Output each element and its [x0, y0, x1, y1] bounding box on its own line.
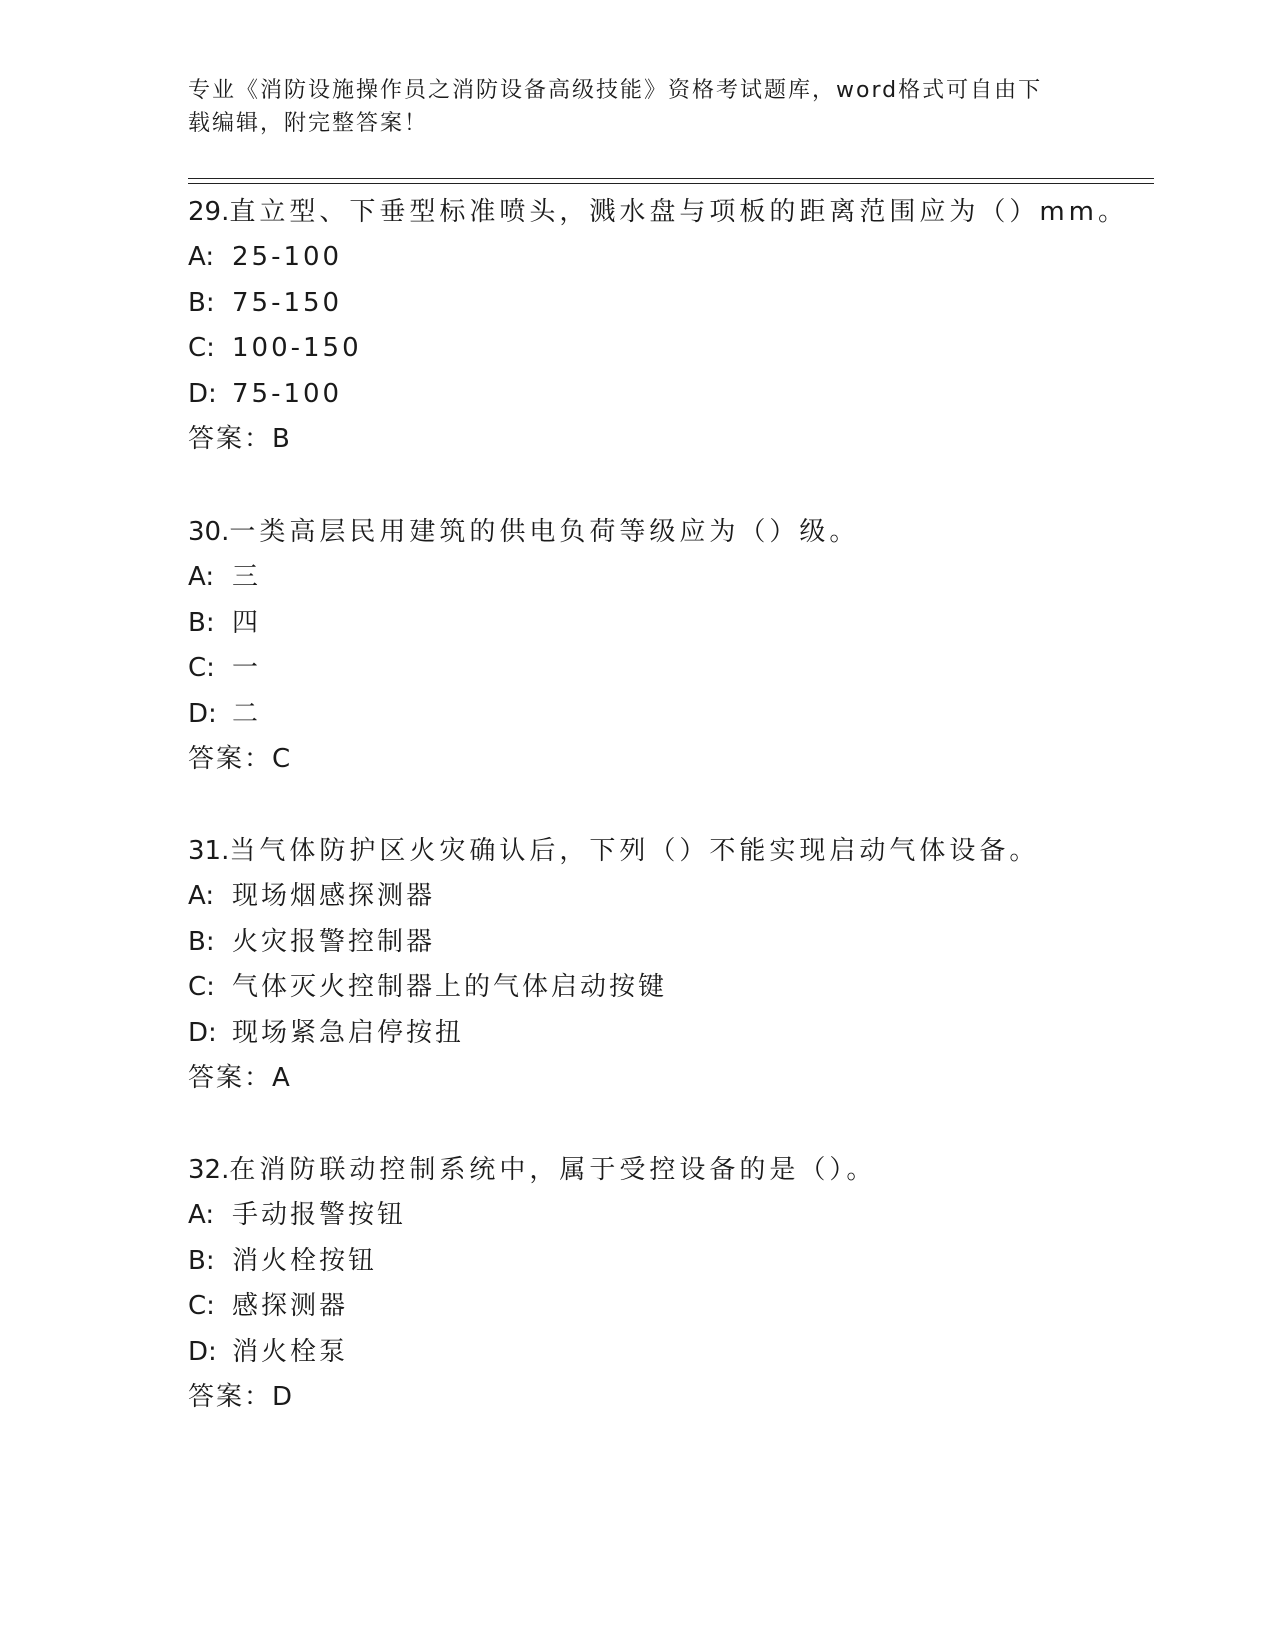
option-text: 现场烟感探测器 [232, 881, 436, 911]
answer-line: 答案：D [188, 1382, 295, 1412]
option-text: 100-150 [232, 333, 362, 363]
option-key: A: [188, 562, 215, 592]
option-key: D: [188, 1017, 217, 1048]
option-text: 75-100 [232, 378, 343, 409]
option-text: 气体灭火控制器上的气体启动按键 [232, 972, 668, 1002]
question-stem [188, 510, 1148, 555]
option-c [188, 1284, 1148, 1330]
question-30 [188, 510, 1148, 782]
question-number: 29. [188, 197, 230, 227]
header-divider-top [188, 178, 1154, 179]
option-text: 现场紧急启停按扭 [232, 1017, 465, 1048]
option-key: D: [188, 698, 217, 729]
option-d [188, 692, 1148, 738]
question-text: 在消防联动控制系统中，属于受控设备的是（）。 [229, 1155, 877, 1185]
option-key: A: [188, 1200, 215, 1230]
option-key: A: [188, 242, 215, 272]
option-d [188, 1011, 1148, 1057]
answer-line: 答案：C [188, 744, 293, 774]
header-divider-bottom [188, 183, 1154, 184]
option-a [188, 555, 1148, 601]
option-key: B: [188, 1245, 215, 1276]
option-text: 一 [232, 653, 262, 683]
option-key: C: [188, 653, 215, 683]
option-b [188, 1239, 1148, 1285]
option-c [188, 326, 1148, 372]
question-29 [188, 190, 1148, 462]
option-key: B: [188, 926, 215, 957]
option-key: C: [188, 1291, 215, 1321]
option-text: 25-100 [232, 242, 343, 272]
option-b [188, 601, 1148, 647]
option-key: B: [188, 287, 215, 318]
option-c [188, 646, 1148, 692]
question-number: 30. [188, 517, 230, 547]
answer-line: 答案：A [188, 1063, 292, 1093]
header-line-1: 专业《消防设施操作员之消防设备高级技能》资格考试题库，word格式可自由下 [188, 78, 1043, 103]
option-text: 消火栓按钮 [232, 1245, 378, 1276]
option-text: 二 [232, 698, 262, 729]
option-b [188, 920, 1148, 966]
option-key: D: [188, 1336, 217, 1367]
option-text: 手动报警按钮 [232, 1200, 407, 1230]
option-text: 火灾报警控制器 [232, 926, 436, 957]
header-line-2: 载编辑，附完整答案！ [188, 111, 429, 136]
option-d [188, 1330, 1148, 1376]
option-text: 消火栓泵 [232, 1336, 349, 1367]
option-text: 感探测器 [232, 1291, 349, 1321]
answer-line: 答案：B [188, 424, 292, 454]
option-d [188, 372, 1148, 418]
option-key: D: [188, 378, 217, 409]
option-b [188, 281, 1148, 327]
question-31 [188, 829, 1148, 1101]
question-text: 直立型、下垂型标准喷头，溅水盘与项板的距离范围应为（）mm。 [229, 197, 1129, 227]
question-text: 一类高层民用建筑的供电负荷等级应为（）级。 [229, 517, 860, 547]
option-a [188, 874, 1148, 920]
option-c [188, 965, 1148, 1011]
question-stem [188, 829, 1148, 874]
option-key: A: [188, 881, 215, 911]
option-text: 75-150 [232, 287, 343, 318]
option-text: 四 [232, 607, 262, 638]
option-a [188, 1193, 1148, 1239]
question-stem [188, 1148, 1148, 1193]
question-stem [188, 190, 1148, 235]
question-number: 31. [188, 836, 230, 866]
document-header [188, 74, 1088, 140]
option-text: 三 [232, 562, 262, 592]
option-a [188, 235, 1148, 281]
option-key: B: [188, 607, 215, 638]
question-number: 32. [188, 1155, 230, 1185]
question-text: 当气体防护区火灾确认后，下列（）不能实现启动气体设备。 [229, 836, 1040, 866]
question-32 [188, 1148, 1148, 1420]
option-key: C: [188, 333, 215, 363]
option-key: C: [188, 972, 215, 1002]
